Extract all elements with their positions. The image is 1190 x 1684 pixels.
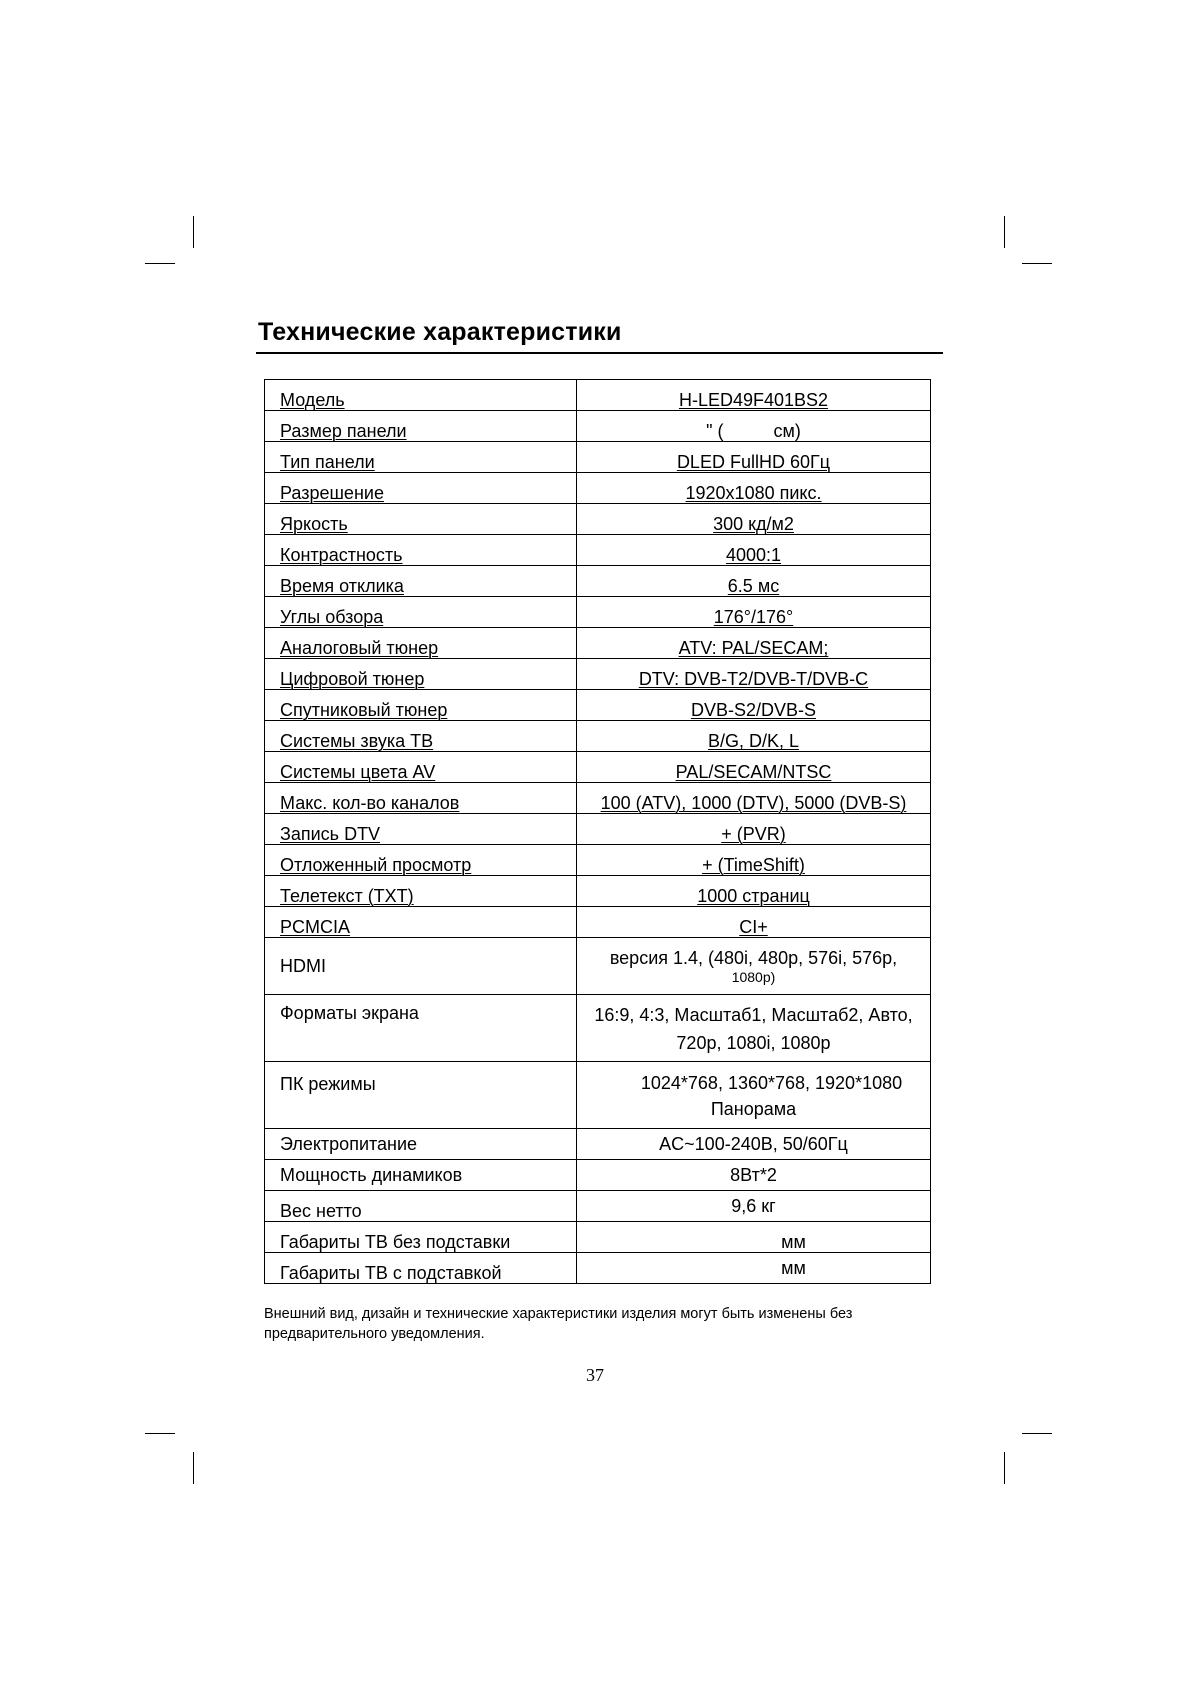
spec-row bbox=[265, 411, 931, 442]
spec-label: ПК режимы bbox=[280, 1074, 376, 1094]
title-rule bbox=[256, 352, 943, 354]
spec-label: PCMCIA bbox=[280, 917, 351, 937]
spec-label: Макс. кол-во каналов bbox=[280, 793, 460, 813]
spec-label: Модель bbox=[280, 390, 345, 410]
spec-value: 9,6 кг bbox=[731, 1196, 776, 1216]
spec-value: версия 1.4, (480i, 480p, 576i, 576p, bbox=[609, 948, 898, 968]
spec-row-pc-modes bbox=[265, 1062, 931, 1129]
spec-row bbox=[265, 1129, 931, 1160]
spec-row bbox=[265, 814, 931, 845]
spec-label: HDMI bbox=[280, 956, 326, 976]
spec-value: DTV: DVB-T2/DVB-T/DVB-C bbox=[638, 669, 869, 689]
spec-value: DVB-S2/DVB-S bbox=[690, 700, 817, 720]
spec-value: 100 (ATV), 1000 (DTV), 5000 (DVB-S) bbox=[600, 793, 907, 813]
spec-row bbox=[265, 380, 931, 411]
spec-label: Тип панели bbox=[280, 452, 375, 472]
page-number: 37 bbox=[586, 1365, 604, 1385]
spec-row bbox=[265, 504, 931, 535]
spec-row bbox=[265, 1191, 931, 1222]
spec-value: " ( см) bbox=[706, 421, 801, 441]
spec-value-line: Панорама bbox=[710, 1099, 797, 1119]
spec-label: Контрастность bbox=[280, 545, 403, 565]
spec-row bbox=[265, 752, 931, 783]
spec-value: + (PVR) bbox=[721, 824, 786, 844]
spec-value: 4000:1 bbox=[725, 545, 782, 565]
spec-value: 1920x1080 пикс. bbox=[685, 483, 822, 503]
spec-row bbox=[265, 659, 931, 690]
spec-label: Вес нетто bbox=[280, 1201, 362, 1221]
spec-row bbox=[265, 845, 931, 876]
spec-label: Габариты ТВ без подставки bbox=[280, 1232, 511, 1252]
spec-value: мм bbox=[781, 1232, 806, 1252]
spec-label: Время отклика bbox=[280, 576, 404, 596]
crop-mark bbox=[1004, 1452, 1005, 1484]
spec-row bbox=[265, 566, 931, 597]
crop-mark bbox=[145, 263, 175, 264]
spec-label: Размер панели bbox=[280, 421, 407, 441]
spec-label: Спутниковый тюнер bbox=[280, 700, 448, 720]
crop-mark bbox=[1022, 263, 1052, 264]
spec-label: Цифровой тюнер bbox=[280, 669, 425, 689]
page-title: Технические характеристики bbox=[258, 318, 622, 346]
spec-label: Запись DTV bbox=[280, 824, 381, 844]
spec-row bbox=[265, 876, 931, 907]
spec-label: Аналоговый тюнер bbox=[280, 638, 439, 658]
spec-value: + (TimeShift) bbox=[702, 855, 805, 875]
spec-row bbox=[265, 597, 931, 628]
spec-row bbox=[265, 907, 931, 938]
spec-row bbox=[265, 473, 931, 504]
spec-value: 300 кд/м2 bbox=[713, 514, 794, 534]
spec-label: Отложенный просмотр bbox=[280, 855, 472, 875]
spec-value bbox=[577, 995, 930, 1061]
spec-value: ATV: PAL/SECAM; bbox=[678, 638, 829, 658]
spec-value: 176°/176° bbox=[713, 607, 794, 627]
spec-label: Системы цвета AV bbox=[280, 762, 436, 782]
crop-mark bbox=[145, 1433, 175, 1434]
spec-value: DLED FullHD 60Гц bbox=[676, 452, 831, 472]
spec-value-line: 16:9, 4:3, Масштаб1, Масштаб2, Авто, bbox=[594, 1005, 913, 1025]
spec-value: 6.5 мс bbox=[727, 576, 780, 596]
footnote: Внешний вид, дизайн и технические характеристики изделия могут быть изменены без предварительного уведомления. bbox=[264, 1306, 853, 1342]
spec-value-line: 720p, 1080i, 1080p bbox=[676, 1033, 831, 1053]
spec-row bbox=[265, 628, 931, 659]
spec-value: 1000 страниц bbox=[697, 886, 810, 906]
spec-value-line: 1024*768, 1360*768, 1920*1080 bbox=[640, 1073, 903, 1093]
spec-value: CI+ bbox=[739, 917, 768, 937]
spec-row bbox=[265, 1160, 931, 1191]
spec-label: Электропитание bbox=[280, 1134, 418, 1154]
spec-row bbox=[265, 690, 931, 721]
spec-label: Мощность динамиков bbox=[280, 1165, 463, 1185]
crop-mark bbox=[1004, 216, 1005, 248]
crop-mark bbox=[1022, 1433, 1052, 1434]
spec-row bbox=[265, 783, 931, 814]
spec-row-formats bbox=[265, 995, 931, 1062]
spec-label: Форматы экрана bbox=[280, 1003, 419, 1023]
crop-mark bbox=[193, 1452, 194, 1484]
spec-value: 8Вт*2 bbox=[730, 1165, 777, 1185]
spec-value: мм bbox=[781, 1258, 806, 1278]
spec-value bbox=[577, 1062, 930, 1128]
crop-mark bbox=[193, 216, 194, 248]
spec-label: Разрешение bbox=[280, 483, 384, 503]
spec-value: H-LED49F401BS2 bbox=[678, 390, 829, 410]
spec-value-continued: 1080p) bbox=[731, 969, 776, 985]
spec-row bbox=[265, 721, 931, 752]
spec-row bbox=[265, 1222, 931, 1253]
spec-label: Телетекст (TXT) bbox=[280, 886, 414, 906]
spec-label: Яркость bbox=[280, 514, 348, 534]
spec-row bbox=[265, 1253, 931, 1284]
spec-label: Системы звука ТВ bbox=[280, 731, 434, 751]
spec-value: PAL/SECAM/NTSC bbox=[675, 762, 832, 782]
spec-value: AC~100-240В, 50/60Гц bbox=[659, 1134, 848, 1154]
spec-table bbox=[264, 379, 931, 1284]
spec-row-hdmi bbox=[265, 938, 931, 995]
spec-value: B/G, D/K, L bbox=[707, 731, 800, 751]
spec-row bbox=[265, 535, 931, 566]
spec-row bbox=[265, 442, 931, 473]
spec-label: Габариты ТВ с подставкой bbox=[280, 1263, 502, 1283]
spec-label: Углы обзора bbox=[280, 607, 384, 627]
